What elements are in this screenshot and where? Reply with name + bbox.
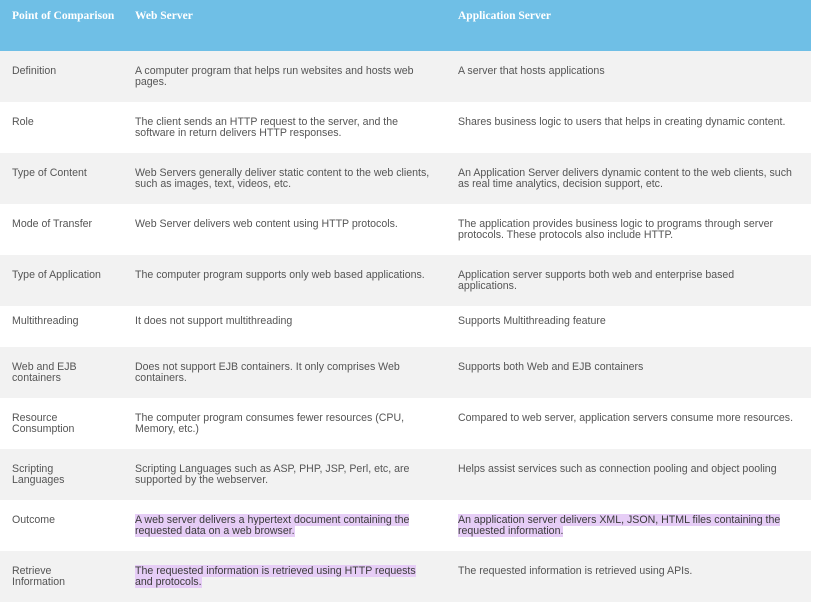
highlighted-text: A web server delivers a hypertext document containing the requested data on a web browser.	[135, 514, 410, 537]
web-server-cell: Scripting Languages such as ASP, PHP, JSP, Perl, etc, are supported by the webserver.	[135, 463, 410, 486]
row-label: Web and EJB containers	[12, 361, 77, 384]
web-server-cell	[123, 500, 446, 551]
web-server-cell: It does not support multithreading	[135, 315, 293, 327]
row-label: Multithreading	[12, 315, 79, 327]
table-row	[0, 255, 811, 306]
table-row	[0, 153, 811, 204]
web-server-cell: A computer program that helps run websites and hosts web pages.	[135, 65, 414, 88]
web-server-cell: Web Servers generally deliver static content to the web clients, such as images, text, videos, etc.	[135, 167, 430, 190]
application-server-cell: Shares business logic to users that helps in creating dynamic content.	[458, 116, 786, 128]
header-row	[0, 0, 811, 51]
row-label: Scripting Languages	[12, 463, 65, 486]
table-row	[0, 306, 811, 347]
header-application-server: Application Server	[458, 10, 551, 22]
table-row	[0, 398, 811, 449]
row-label: Resource Consumption	[12, 412, 75, 435]
web-server-cell: Web Server delivers web content using HTTP protocols.	[135, 218, 398, 230]
web-server-cell	[123, 551, 446, 602]
row-label: Retrieve Information	[12, 565, 65, 588]
row-label: Outcome	[12, 514, 55, 526]
highlighted-text: The requested information is retrieved using HTTP requests and protocols.	[135, 565, 416, 588]
application-server-cell: An Application Server delivers dynamic content to the web clients, such as real time analytics, decision support, etc.	[458, 167, 792, 190]
application-server-cell: Application server supports both web and enterprise based applications.	[458, 269, 735, 292]
application-server-cell: Helps assist services such as connection pooling and object pooling	[458, 463, 777, 475]
table-row	[0, 204, 811, 255]
header-point-of-comparison: Point of Comparison	[12, 10, 115, 22]
row-label: Role	[12, 116, 34, 128]
highlighted-text: An application server delivers XML, JSON, HTML files containing the requested information.	[458, 514, 781, 537]
table-row	[0, 51, 811, 102]
application-server-cell	[446, 500, 811, 551]
application-server-cell: Compared to web server, application servers consume more resources.	[458, 412, 794, 424]
row-label: Definition	[12, 65, 57, 77]
application-server-cell: Supports both Web and EJB containers	[458, 361, 644, 373]
row-label: Mode of Transfer	[12, 218, 93, 230]
application-server-cell: Supports Multithreading feature	[458, 315, 606, 327]
web-server-cell: Does not support EJB containers. It only comprises Web containers.	[135, 361, 400, 384]
row-label: Type of Content	[12, 167, 87, 179]
application-server-cell: The application provides business logic to programs through server protocols. These protocols also include HTTP.	[458, 218, 774, 241]
table-row	[0, 449, 811, 500]
table-row	[0, 500, 811, 551]
application-server-cell: A server that hosts applications	[458, 65, 605, 77]
table-row	[0, 347, 811, 398]
web-server-cell: The client sends an HTTP request to the server, and the software in return delivers HTTP responses.	[135, 116, 399, 139]
application-server-cell: The requested information is retrieved using APIs.	[458, 565, 693, 577]
table-row	[0, 102, 811, 153]
web-server-cell: The computer program consumes fewer resources (CPU, Memory, etc.)	[135, 412, 405, 435]
web-server-cell: The computer program supports only web based applications.	[135, 269, 425, 281]
table-body	[0, 51, 811, 602]
table-row	[0, 551, 811, 602]
header-web-server: Web Server	[135, 10, 193, 22]
row-label: Type of Application	[12, 269, 101, 281]
table-header	[0, 0, 811, 51]
